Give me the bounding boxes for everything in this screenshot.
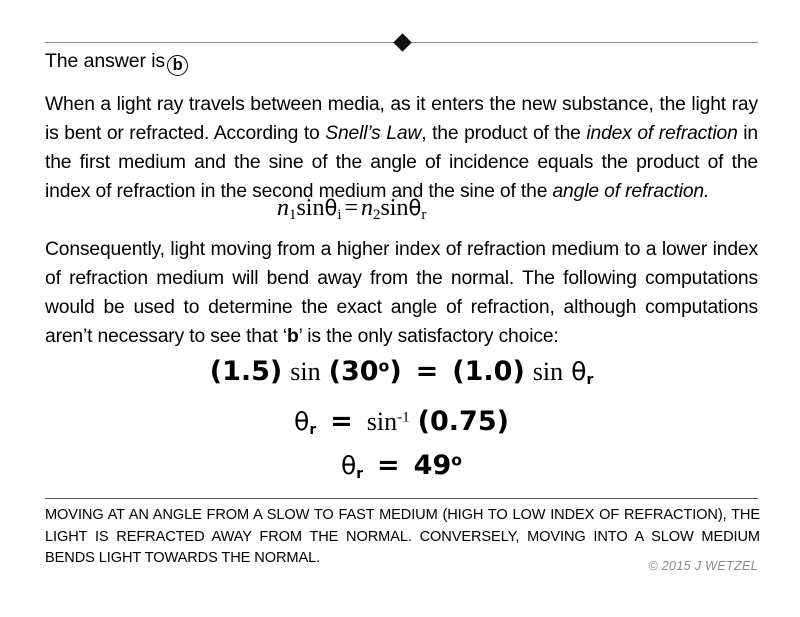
para1-angle-of-refraction-italic: angle of refraction.	[552, 181, 710, 202]
eq3-result-value: 49	[413, 450, 452, 481]
eq2-equals-sign: =	[330, 406, 353, 437]
eq1-theta: θ	[571, 357, 587, 386]
footer-divider	[45, 498, 758, 499]
para2-segment-1: Consequently, light moving from a higher index of refraction medium to a lower index of refraction medium will bend away from the normal. The following computations would be used to determine the exact angle of refraction, although computations aren’t necessary to see that ‘	[45, 239, 758, 347]
snells-law-equation	[277, 195, 426, 224]
para2-segment-3: ’ is the only satisfactory choice:	[298, 326, 559, 347]
answer-prefix-text: The answer is	[45, 50, 166, 72]
explanation-paragraph-2	[45, 235, 758, 351]
eq1-sin-1: sin	[290, 357, 321, 386]
eq1-degree-symbol: o	[378, 356, 390, 376]
eq3-theta-subscript: r	[356, 466, 364, 483]
eq1-coefficient-1: (1.5)	[209, 356, 283, 387]
display-equation-1	[45, 356, 758, 388]
snell-theta-i: θ	[324, 196, 338, 220]
explanation-paragraph-1	[45, 90, 758, 206]
snell-sin-2: sin	[380, 195, 409, 221]
eq1-coefficient-2: (1.0)	[452, 356, 525, 387]
answer-choice-badge: b	[167, 55, 188, 76]
answer-line	[45, 50, 188, 76]
para2-choice-b-bold: b	[287, 326, 299, 347]
snell-n2: n	[361, 195, 373, 221]
header-divider	[45, 36, 758, 50]
diamond-ornament-icon	[393, 33, 411, 51]
para1-segment-1: When a light ray travels between media, as it enters the new substance, the light ray is bent or refracted. According to	[45, 94, 758, 144]
eq2-inverse-exponent: -1	[397, 409, 410, 426]
snell-equals-sign: =	[344, 195, 358, 221]
copyright-notice: © 2015 J WETZEL	[648, 559, 758, 573]
eq1-sin-2: sin	[532, 357, 564, 386]
snell-theta-r-subscript: r	[421, 207, 427, 224]
eq1-angle-close: )	[389, 356, 402, 387]
eq3-equals-sign: =	[377, 450, 400, 481]
eq3-degree-symbol: o	[451, 450, 463, 470]
caption-main-text: MOVING AT AN ANGLE FROM A SLOW TO FAST MEDIUM (HIGH TO LOW INDEX OF REFRACTION), THE LIGHT IS REFRACTED AWAY FROM THE NORMAL. CONVERSELY, MOVING INTO A SLOW MEDIUM BENDS LIGHT	[45, 507, 760, 566]
eq2-arcsin: sin	[366, 407, 398, 436]
eq1-equals-sign: =	[415, 356, 439, 387]
eq1-theta-subscript: r	[586, 372, 594, 389]
display-equation-3	[45, 450, 758, 482]
eq2-theta: θ	[294, 407, 310, 436]
snell-theta-i-subscript: i	[337, 207, 342, 224]
snell-theta-r: θ	[408, 196, 422, 220]
eq1-angle-open: (30	[328, 356, 379, 387]
para1-snells-law-italic: Snell’s Law	[325, 123, 422, 144]
snell-n2-subscript: 2	[373, 207, 381, 224]
snell-n1-subscript: 1	[289, 207, 297, 224]
snell-sin-1: sin	[296, 195, 325, 221]
caption-last-line: TOWARDS THE NORMAL.	[144, 550, 321, 566]
display-equation-2	[45, 406, 758, 438]
eq2-theta-subscript: r	[309, 422, 317, 439]
para1-index-of-refraction-italic: index of refraction	[586, 123, 738, 144]
eq3-theta: θ	[340, 451, 357, 480]
snell-n1: n	[277, 195, 289, 221]
para1-segment-3: , the product of the	[421, 123, 587, 144]
para1-segment-5: in the first medium and the sine of the angle of incidence equals the product of the index of refraction in the second medium and the sine of the	[45, 123, 758, 202]
eq2-argument: (0.75)	[417, 406, 509, 437]
